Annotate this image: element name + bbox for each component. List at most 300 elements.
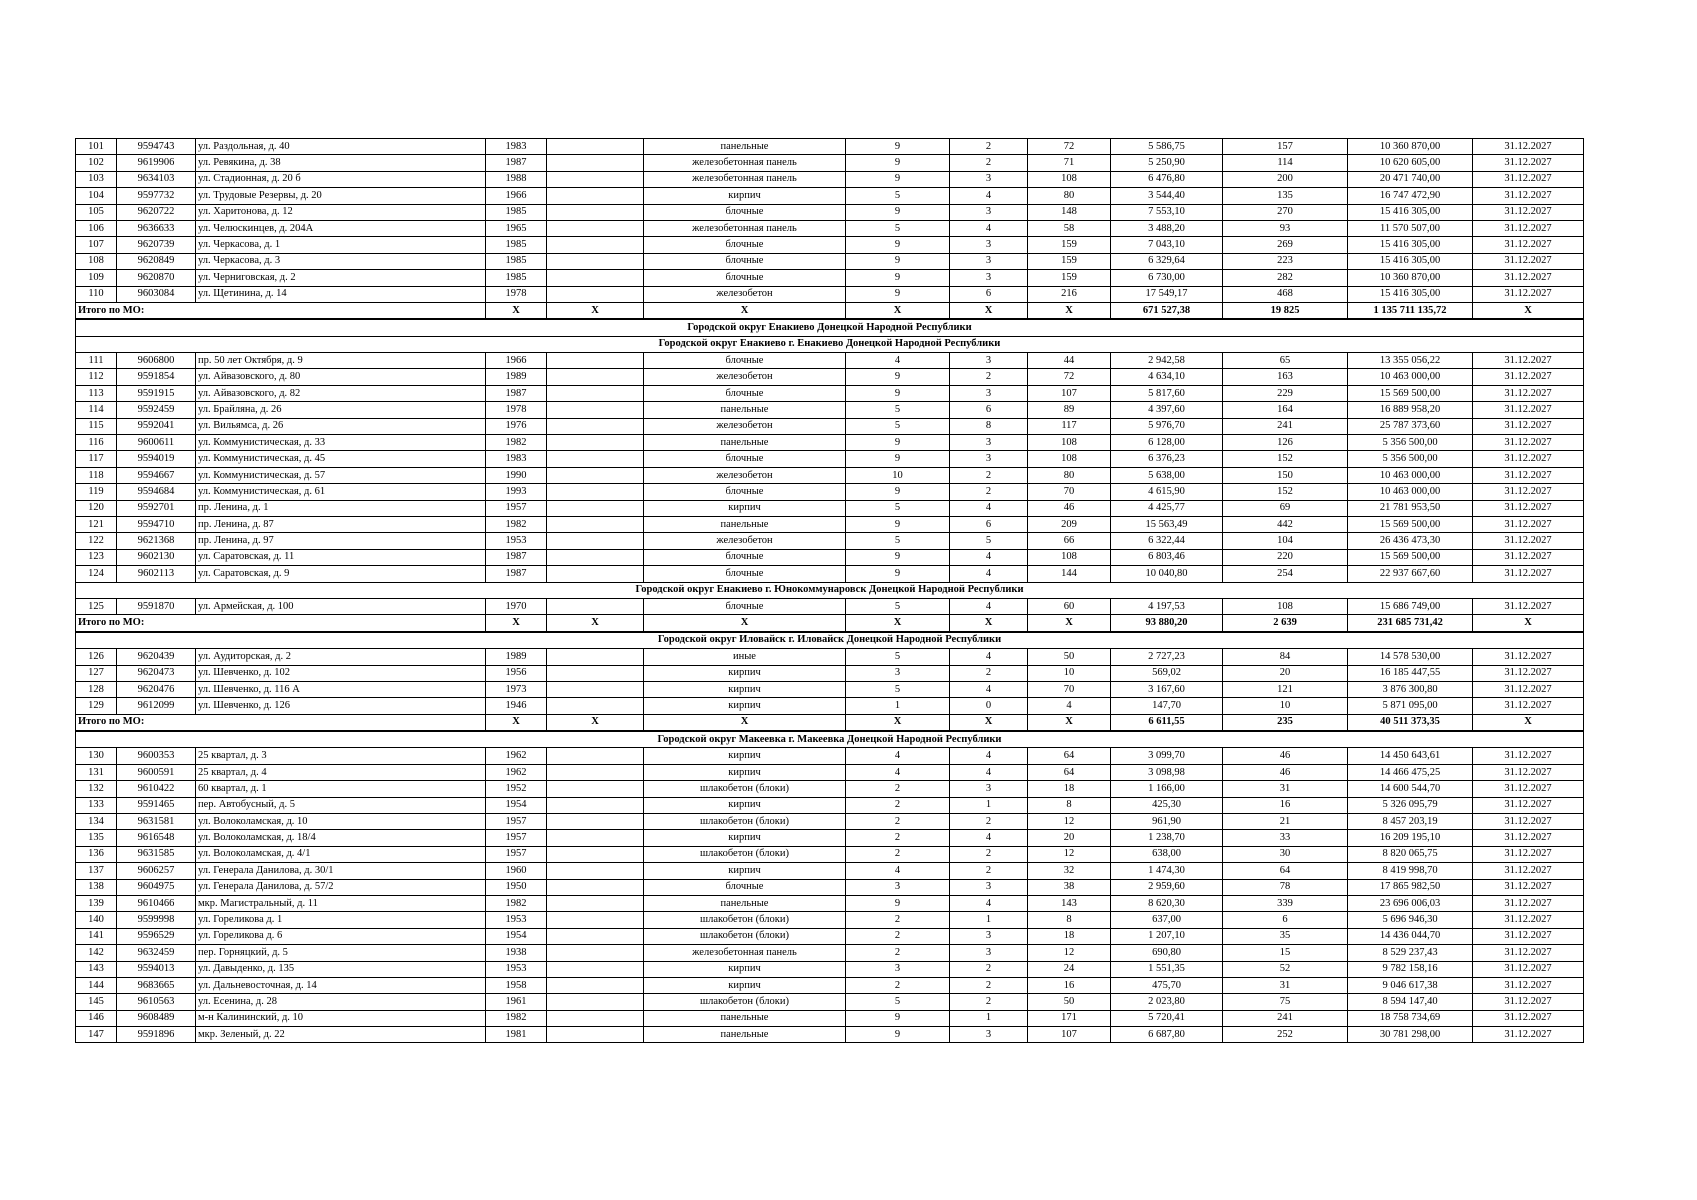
cell-year-built: 1982 <box>486 435 547 451</box>
cell-address: мкр. Магистральный, д. 11 <box>196 895 486 911</box>
total-cell-apartments: X <box>1028 714 1111 731</box>
cell-year-built: 1950 <box>486 879 547 895</box>
cell-row-number: 145 <box>76 994 117 1010</box>
cell-entrances: 4 <box>950 649 1028 665</box>
table-row <box>76 928 1584 944</box>
cell-cost: 9 782 158,16 <box>1348 961 1473 977</box>
table-row <box>76 220 1584 236</box>
total-cell-floors: X <box>846 615 950 632</box>
cell-deadline: 31.12.2027 <box>1473 1027 1584 1043</box>
cell-floors: 2 <box>846 928 950 944</box>
cell-area: 425,30 <box>1111 797 1223 813</box>
cell-building-id: 9594019 <box>117 451 196 467</box>
cell-building-id: 9592041 <box>117 418 196 434</box>
cell-building-id: 9636633 <box>117 220 196 236</box>
cell-floors: 3 <box>846 961 950 977</box>
cell-cost: 11 570 507,00 <box>1348 220 1473 236</box>
table-row <box>76 830 1584 846</box>
cell-blank-column <box>547 649 644 665</box>
cell-row-number: 120 <box>76 500 117 516</box>
cell-blank-column <box>547 665 644 681</box>
cell-blank-column <box>547 171 644 187</box>
cell-address: 60 квартал, д. 1 <box>196 781 486 797</box>
total-label: Итого по МО: <box>76 615 486 632</box>
cell-building-id: 9591896 <box>117 1027 196 1043</box>
cell-deadline: 31.12.2027 <box>1473 945 1584 961</box>
cell-entrances: 2 <box>950 139 1028 155</box>
cell-entrances: 2 <box>950 484 1028 500</box>
total-cell-area: 671 527,38 <box>1111 302 1223 319</box>
cell-entrances: 3 <box>950 781 1028 797</box>
cell-building-id: 9610466 <box>117 895 196 911</box>
cell-building-id: 9600353 <box>117 748 196 764</box>
cell-wall-material: блочные <box>644 566 846 582</box>
cell-row-number: 124 <box>76 566 117 582</box>
cell-year-built: 1985 <box>486 253 547 269</box>
cell-year-built: 1962 <box>486 764 547 780</box>
cell-year-built: 1983 <box>486 139 547 155</box>
cell-blank-column <box>547 1027 644 1043</box>
cell-residents: 270 <box>1223 204 1348 220</box>
cell-address: ул. Генерала Данилова, д. 30/1 <box>196 863 486 879</box>
cell-blank-column <box>547 155 644 171</box>
cell-year-built: 1953 <box>486 961 547 977</box>
table-row <box>76 764 1584 780</box>
cell-area: 5 250,90 <box>1111 155 1223 171</box>
cell-residents: 10 <box>1223 698 1348 714</box>
cell-cost: 20 471 740,00 <box>1348 171 1473 187</box>
cell-deadline: 31.12.2027 <box>1473 385 1584 401</box>
table-row <box>76 698 1584 714</box>
table-row <box>76 139 1584 155</box>
cell-floors: 9 <box>846 566 950 582</box>
total-cell-area: 93 880,20 <box>1111 615 1223 632</box>
cell-apartments: 71 <box>1028 155 1111 171</box>
cell-apartments: 108 <box>1028 171 1111 187</box>
cell-cost: 10 360 870,00 <box>1348 270 1473 286</box>
cell-row-number: 123 <box>76 549 117 565</box>
cell-wall-material: кирпич <box>644 500 846 516</box>
cell-row-number: 130 <box>76 748 117 764</box>
cell-building-id: 9620739 <box>117 237 196 253</box>
table-row <box>76 451 1584 467</box>
cell-floors: 4 <box>846 764 950 780</box>
total-cell-entrances: X <box>950 714 1028 731</box>
cell-deadline: 31.12.2027 <box>1473 139 1584 155</box>
cell-deadline: 31.12.2027 <box>1473 830 1584 846</box>
cell-address: ул. Коммунистическая, д. 57 <box>196 467 486 483</box>
cell-deadline: 31.12.2027 <box>1473 270 1584 286</box>
cell-floors: 1 <box>846 698 950 714</box>
table-row <box>76 500 1584 516</box>
cell-year-built: 1993 <box>486 484 547 500</box>
cell-area: 6 803,46 <box>1111 549 1223 565</box>
cell-year-built: 1953 <box>486 912 547 928</box>
cell-blank-column <box>547 994 644 1010</box>
cell-wall-material: кирпич <box>644 830 846 846</box>
cell-blank-column <box>547 830 644 846</box>
cell-cost: 10 360 870,00 <box>1348 139 1473 155</box>
cell-row-number: 141 <box>76 928 117 944</box>
cell-entrances: 4 <box>950 830 1028 846</box>
cell-floors: 2 <box>846 814 950 830</box>
cell-entrances: 3 <box>950 270 1028 286</box>
cell-entrances: 3 <box>950 879 1028 895</box>
cell-entrances: 2 <box>950 467 1028 483</box>
cell-entrances: 4 <box>950 549 1028 565</box>
cell-wall-material: кирпич <box>644 764 846 780</box>
cell-row-number: 110 <box>76 286 117 302</box>
cell-building-id: 9610422 <box>117 781 196 797</box>
cell-apartments: 72 <box>1028 139 1111 155</box>
cell-year-built: 1978 <box>486 402 547 418</box>
total-cell-apartments: X <box>1028 302 1111 319</box>
cell-building-id: 9599998 <box>117 912 196 928</box>
cell-floors: 2 <box>846 846 950 862</box>
cell-floors: 9 <box>846 435 950 451</box>
cell-row-number: 147 <box>76 1027 117 1043</box>
cell-blank-column <box>547 418 644 434</box>
cell-deadline: 31.12.2027 <box>1473 961 1584 977</box>
cell-area: 4 425,77 <box>1111 500 1223 516</box>
cell-residents: 126 <box>1223 435 1348 451</box>
cell-deadline: 31.12.2027 <box>1473 698 1584 714</box>
cell-blank-column <box>547 549 644 565</box>
total-cell-wall-material: X <box>644 714 846 731</box>
table-row <box>76 353 1584 369</box>
cell-year-built: 1978 <box>486 286 547 302</box>
cell-apartments: 16 <box>1028 977 1111 993</box>
table-row <box>76 533 1584 549</box>
cell-year-built: 1987 <box>486 549 547 565</box>
cell-floors: 9 <box>846 204 950 220</box>
cell-residents: 78 <box>1223 879 1348 895</box>
cell-apartments: 18 <box>1028 781 1111 797</box>
cell-entrances: 2 <box>950 977 1028 993</box>
cell-area: 10 040,80 <box>1111 566 1223 582</box>
cell-floors: 9 <box>846 171 950 187</box>
cell-building-id: 9608489 <box>117 1010 196 1026</box>
section-header-row <box>76 731 1584 748</box>
total-row <box>76 615 1584 632</box>
cell-wall-material: панельные <box>644 139 846 155</box>
cell-cost: 22 937 667,60 <box>1348 566 1473 582</box>
cell-blank-column <box>547 369 644 385</box>
cell-residents: 157 <box>1223 139 1348 155</box>
cell-row-number: 104 <box>76 188 117 204</box>
cell-row-number: 111 <box>76 353 117 369</box>
table-row <box>76 814 1584 830</box>
cell-floors: 9 <box>846 385 950 401</box>
total-cell-cost: 40 511 373,35 <box>1348 714 1473 731</box>
cell-apartments: 108 <box>1028 451 1111 467</box>
cell-wall-material: шлакобетон (блоки) <box>644 781 846 797</box>
cell-address: ул. Щетинина, д. 14 <box>196 286 486 302</box>
total-cell-blank-column: X <box>547 302 644 319</box>
cell-entrances: 3 <box>950 253 1028 269</box>
total-cell-wall-material: X <box>644 615 846 632</box>
cell-residents: 442 <box>1223 516 1348 532</box>
cell-apartments: 12 <box>1028 846 1111 862</box>
table-row <box>76 846 1584 862</box>
cell-floors: 9 <box>846 237 950 253</box>
cell-year-built: 1966 <box>486 353 547 369</box>
cell-address: ул. Шевченко, д. 116 А <box>196 681 486 697</box>
total-label: Итого по МО: <box>76 714 486 731</box>
total-cell-deadline: X <box>1473 714 1584 731</box>
cell-year-built: 1988 <box>486 171 547 187</box>
cell-blank-column <box>547 385 644 401</box>
cell-building-id: 9600611 <box>117 435 196 451</box>
cell-apartments: 4 <box>1028 698 1111 714</box>
table-row <box>76 155 1584 171</box>
cell-building-id: 9620476 <box>117 681 196 697</box>
cell-address: ул. Раздольная, д. 40 <box>196 139 486 155</box>
cell-address: ул. Черниговская, д. 2 <box>196 270 486 286</box>
table-row <box>76 566 1584 582</box>
cell-entrances: 4 <box>950 220 1028 236</box>
cell-deadline: 31.12.2027 <box>1473 879 1584 895</box>
cell-address: ул. Коммунистическая, д. 45 <box>196 451 486 467</box>
cell-deadline: 31.12.2027 <box>1473 533 1584 549</box>
cell-year-built: 1953 <box>486 533 547 549</box>
cell-year-built: 1989 <box>486 649 547 665</box>
cell-residents: 75 <box>1223 994 1348 1010</box>
cell-row-number: 139 <box>76 895 117 911</box>
cell-year-built: 1981 <box>486 1027 547 1043</box>
cell-area: 1 166,00 <box>1111 781 1223 797</box>
cell-wall-material: блочные <box>644 270 846 286</box>
cell-entrances: 4 <box>950 598 1028 614</box>
cell-entrances: 3 <box>950 945 1028 961</box>
cell-area: 3 099,70 <box>1111 748 1223 764</box>
cell-address: ул. Гореликова д. 1 <box>196 912 486 928</box>
cell-residents: 200 <box>1223 171 1348 187</box>
cell-residents: 65 <box>1223 353 1348 369</box>
cell-row-number: 108 <box>76 253 117 269</box>
cell-row-number: 133 <box>76 797 117 813</box>
cell-apartments: 144 <box>1028 566 1111 582</box>
section-title: Городской округ Иловайск г. Иловайск Донецкой Народной Республики <box>76 632 1584 649</box>
cell-deadline: 31.12.2027 <box>1473 781 1584 797</box>
cell-blank-column <box>547 814 644 830</box>
cell-entrances: 3 <box>950 1027 1028 1043</box>
cell-cost: 5 326 095,79 <box>1348 797 1473 813</box>
cell-year-built: 1957 <box>486 830 547 846</box>
cell-area: 2 023,80 <box>1111 994 1223 1010</box>
section-header-row <box>76 632 1584 649</box>
cell-building-id: 9621368 <box>117 533 196 549</box>
cell-deadline: 31.12.2027 <box>1473 451 1584 467</box>
cell-building-id: 9631581 <box>117 814 196 830</box>
cell-deadline: 31.12.2027 <box>1473 467 1584 483</box>
cell-apartments: 12 <box>1028 945 1111 961</box>
cell-row-number: 114 <box>76 402 117 418</box>
cell-row-number: 142 <box>76 945 117 961</box>
section-title: Городской округ Макеевка г. Макеевка Донецкой Народной Республики <box>76 731 1584 748</box>
total-cell-residents: 19 825 <box>1223 302 1348 319</box>
cell-wall-material: панельные <box>644 402 846 418</box>
cell-floors: 9 <box>846 155 950 171</box>
cell-apartments: 32 <box>1028 863 1111 879</box>
total-cell-entrances: X <box>950 302 1028 319</box>
cell-blank-column <box>547 895 644 911</box>
cell-cost: 8 820 065,75 <box>1348 846 1473 862</box>
cell-wall-material: блочные <box>644 353 846 369</box>
cell-blank-column <box>547 797 644 813</box>
cell-building-id: 9602130 <box>117 549 196 565</box>
cell-row-number: 118 <box>76 467 117 483</box>
cell-deadline: 31.12.2027 <box>1473 188 1584 204</box>
cell-year-built: 1976 <box>486 418 547 434</box>
section-header-row <box>76 582 1584 598</box>
cell-residents: 46 <box>1223 748 1348 764</box>
cell-row-number: 127 <box>76 665 117 681</box>
cell-floors: 4 <box>846 863 950 879</box>
cell-cost: 25 787 373,60 <box>1348 418 1473 434</box>
cell-address: ул. Черкасова, д. 1 <box>196 237 486 253</box>
cell-building-id: 9683665 <box>117 977 196 993</box>
cell-deadline: 31.12.2027 <box>1473 484 1584 500</box>
table-row <box>76 484 1584 500</box>
cell-entrances: 6 <box>950 516 1028 532</box>
cell-year-built: 1987 <box>486 566 547 582</box>
cell-floors: 4 <box>846 748 950 764</box>
cell-cost: 23 696 006,03 <box>1348 895 1473 911</box>
cell-year-built: 1985 <box>486 270 547 286</box>
cell-blank-column <box>547 977 644 993</box>
cell-entrances: 3 <box>950 435 1028 451</box>
cell-apartments: 18 <box>1028 928 1111 944</box>
cell-address: ул. Волоколамская, д. 10 <box>196 814 486 830</box>
cell-floors: 2 <box>846 912 950 928</box>
cell-wall-material: железобетонная панель <box>644 155 846 171</box>
cell-cost: 26 436 473,30 <box>1348 533 1473 549</box>
total-cell-wall-material: X <box>644 302 846 319</box>
cell-deadline: 31.12.2027 <box>1473 253 1584 269</box>
cell-floors: 9 <box>846 895 950 911</box>
cell-floors: 5 <box>846 500 950 516</box>
cell-apartments: 159 <box>1028 270 1111 286</box>
cell-row-number: 122 <box>76 533 117 549</box>
cell-blank-column <box>547 846 644 862</box>
cell-entrances: 2 <box>950 814 1028 830</box>
cell-building-id: 9603084 <box>117 286 196 302</box>
cell-year-built: 1961 <box>486 994 547 1010</box>
cell-address: ул. Шевченко, д. 102 <box>196 665 486 681</box>
cell-cost: 15 416 305,00 <box>1348 204 1473 220</box>
cell-floors: 2 <box>846 945 950 961</box>
cell-floors: 5 <box>846 681 950 697</box>
cell-deadline: 31.12.2027 <box>1473 665 1584 681</box>
cell-blank-column <box>547 945 644 961</box>
table-row <box>76 895 1584 911</box>
cell-area: 3 488,20 <box>1111 220 1223 236</box>
cell-wall-material: блочные <box>644 385 846 401</box>
section-title: Городской округ Енакиево г. Юнокоммунаровск Донецкой Народной Республики <box>76 582 1584 598</box>
cell-apartments: 10 <box>1028 665 1111 681</box>
cell-blank-column <box>547 402 644 418</box>
cell-area: 3 167,60 <box>1111 681 1223 697</box>
cell-blank-column <box>547 139 644 155</box>
cell-cost: 15 569 500,00 <box>1348 549 1473 565</box>
cell-wall-material: железобетон <box>644 467 846 483</box>
total-cell-year-built: X <box>486 615 547 632</box>
cell-area: 6 322,44 <box>1111 533 1223 549</box>
cell-residents: 6 <box>1223 912 1348 928</box>
cell-residents: 164 <box>1223 402 1348 418</box>
cell-area: 475,70 <box>1111 977 1223 993</box>
cell-entrances: 5 <box>950 533 1028 549</box>
section-title: Городской округ Енакиево г. Енакиево Донецкой Народной Республики <box>76 336 1584 352</box>
table-row <box>76 912 1584 928</box>
cell-blank-column <box>547 451 644 467</box>
cell-wall-material: иные <box>644 649 846 665</box>
cell-row-number: 138 <box>76 879 117 895</box>
cell-cost: 15 686 749,00 <box>1348 598 1473 614</box>
cell-blank-column <box>547 188 644 204</box>
cell-building-id: 9604975 <box>117 879 196 895</box>
cell-floors: 9 <box>846 516 950 532</box>
cell-area: 7 553,10 <box>1111 204 1223 220</box>
cell-floors: 5 <box>846 402 950 418</box>
cell-residents: 220 <box>1223 549 1348 565</box>
cell-residents: 15 <box>1223 945 1348 961</box>
cell-blank-column <box>547 500 644 516</box>
cell-blank-column <box>547 467 644 483</box>
cell-row-number: 113 <box>76 385 117 401</box>
cell-cost: 5 696 946,30 <box>1348 912 1473 928</box>
cell-address: ул. Давыденко, д. 135 <box>196 961 486 977</box>
cell-wall-material: блочные <box>644 253 846 269</box>
cell-area: 5 638,00 <box>1111 467 1223 483</box>
total-label: Итого по МО: <box>76 302 486 319</box>
cell-address: ул. Коммунистическая, д. 61 <box>196 484 486 500</box>
cell-residents: 150 <box>1223 467 1348 483</box>
cell-entrances: 2 <box>950 369 1028 385</box>
cell-residents: 64 <box>1223 863 1348 879</box>
cell-blank-column <box>547 698 644 714</box>
total-cell-blank-column: X <box>547 714 644 731</box>
cell-wall-material: панельные <box>644 895 846 911</box>
cell-deadline: 31.12.2027 <box>1473 155 1584 171</box>
table-row <box>76 977 1584 993</box>
cell-cost: 17 865 982,50 <box>1348 879 1473 895</box>
cell-deadline: 31.12.2027 <box>1473 681 1584 697</box>
cell-address: ул. Трудовые Резервы, д. 20 <box>196 188 486 204</box>
table-row <box>76 270 1584 286</box>
cell-building-id: 9620439 <box>117 649 196 665</box>
cell-entrances: 3 <box>950 928 1028 944</box>
cell-area: 637,00 <box>1111 912 1223 928</box>
cell-cost: 15 416 305,00 <box>1348 253 1473 269</box>
cell-apartments: 20 <box>1028 830 1111 846</box>
cell-year-built: 1938 <box>486 945 547 961</box>
cell-row-number: 109 <box>76 270 117 286</box>
cell-wall-material: шлакобетон (блоки) <box>644 912 846 928</box>
cell-entrances: 4 <box>950 764 1028 780</box>
cell-row-number: 115 <box>76 418 117 434</box>
total-cell-blank-column: X <box>547 615 644 632</box>
cell-cost: 8 419 998,70 <box>1348 863 1473 879</box>
cell-blank-column <box>547 516 644 532</box>
cell-building-id: 9600591 <box>117 764 196 780</box>
table-row <box>76 797 1584 813</box>
cell-cost: 5 356 500,00 <box>1348 435 1473 451</box>
cell-address: пр. Ленина, д. 1 <box>196 500 486 516</box>
cell-entrances: 0 <box>950 698 1028 714</box>
cell-area: 4 615,90 <box>1111 484 1223 500</box>
